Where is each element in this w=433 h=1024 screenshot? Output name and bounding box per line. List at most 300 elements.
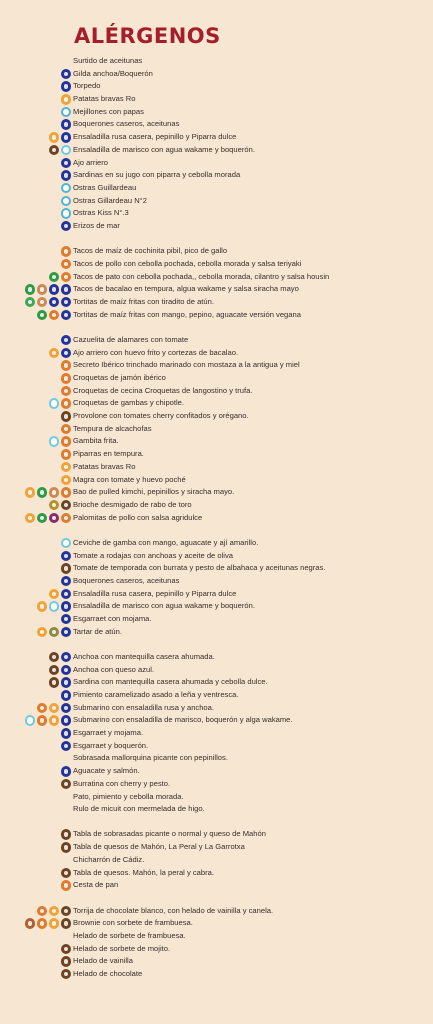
egg-allergen-icon (25, 513, 36, 524)
menu-item (0, 588, 433, 601)
menu-item-label: Gambita frita. (73, 436, 119, 446)
menu-item (0, 562, 433, 575)
menu-item (0, 600, 433, 613)
fish-allergen-icon (61, 132, 72, 143)
allergen-icons (61, 728, 72, 739)
menu-item (0, 955, 433, 968)
allergen-icons (61, 449, 72, 460)
menu-item-label: Tomate a rodajas con anchoas y aceite de oliva (73, 550, 233, 560)
allergen-icons (61, 158, 72, 169)
gluten-allergen-icon (37, 918, 48, 929)
soy-allergen-icon (37, 487, 48, 498)
menu-item-label: Brownie con sorbete de frambuesa. (73, 918, 193, 928)
allergen-icons (61, 246, 72, 257)
allergen-icons (49, 665, 72, 676)
menu-item-label: Tacos de maíz de cochinita pibil, pico de gallo (73, 246, 228, 256)
menu-item-label: Secreto Ibérico trinchado marinado con mostaza a la antigua y miel (73, 360, 300, 370)
allergen-icons (61, 183, 72, 194)
menu-item (0, 702, 433, 715)
milk-allergen-icon (49, 652, 60, 663)
egg-allergen-icon (49, 348, 60, 359)
menu-item-label: Ensaladilla rusa casera, pepinillo y Piparra dulce (73, 132, 237, 142)
milk-allergen-icon (61, 829, 72, 840)
fish-allergen-icon (61, 310, 72, 321)
milk-allergen-icon (49, 145, 60, 156)
menu-item (0, 917, 433, 930)
menu-item-label: Anchoa con queso azul. (73, 664, 155, 674)
menu-item (0, 435, 433, 448)
milk-allergen-icon (61, 411, 72, 422)
menu-item (0, 791, 433, 804)
menu-item (0, 410, 433, 423)
mollusc-allergen-icon (61, 183, 72, 194)
fish-allergen-icon (61, 170, 72, 181)
menu-item (0, 651, 433, 664)
crustacean-allergen-icon (49, 398, 60, 409)
menu-item-label: Anchoa con mantequilla casera ahumada. (73, 651, 215, 661)
menu-item-label: Boquerones caseros, aceitunas (73, 575, 180, 585)
allergen-icons (61, 829, 72, 840)
menu-item (0, 448, 433, 461)
allergen-icons (61, 424, 72, 435)
egg-allergen-icon (61, 94, 72, 105)
milk-allergen-icon (61, 906, 72, 917)
menu-item-label: Esgarraet y mojama. (73, 728, 144, 738)
allergen-icons (61, 842, 72, 853)
menu-item (0, 626, 433, 639)
section-spacer (0, 892, 433, 905)
menu-item (0, 968, 433, 981)
milk-allergen-icon (61, 868, 72, 879)
menu-item-label: Chicharrón de Cádiz. (73, 854, 145, 864)
menu-item-label: Submarino con ensaladilla de marisco, boquerón y alga wakame. (73, 715, 293, 725)
sulphite-allergen-icon (49, 513, 60, 524)
menu-item-label: Magra con tomate y huevo poché (73, 474, 186, 484)
allergen-icons (61, 208, 72, 219)
menu-item (0, 512, 433, 525)
menu-item-label: Tortitas de maíz fritas con tiradito de atún. (73, 296, 214, 306)
menu-item-label: Pimiento caramelizado asado a leña y ventresca. (73, 690, 239, 699)
menu-item (0, 169, 433, 182)
fish-allergen-icon (61, 715, 72, 726)
menu-item (0, 296, 433, 309)
gluten-allergen-icon (37, 906, 48, 917)
allergen-icons (61, 880, 72, 891)
allergen-icons (61, 969, 72, 980)
gluten-allergen-icon (61, 449, 72, 460)
menu-item-label: Ceviche de gamba con mango, aguacate y ají amarillo. (73, 537, 259, 547)
menu-item (0, 372, 433, 385)
fish-allergen-icon (61, 690, 72, 701)
menu-item-label: Bao de pulled kimchi, pepinillos y siracha mayo. (73, 487, 235, 497)
menu-item-label: Ensaladilla de marisco con agua wakame y boquerón. (73, 601, 255, 611)
menu-item (0, 245, 433, 258)
fish-allergen-icon (61, 601, 72, 612)
allergen-icons (61, 462, 72, 473)
menu-item (0, 689, 433, 702)
allergen-icons (61, 373, 72, 384)
nuts-allergen-icon (37, 297, 48, 308)
menu-item (0, 867, 433, 880)
allergen-icons (49, 652, 72, 663)
fish-allergen-icon (49, 284, 60, 295)
menu-item-label: Rulo de micuit con mermelada de higo. (73, 804, 205, 814)
fish-allergen-icon (61, 284, 72, 295)
menu-item (0, 106, 433, 119)
allergen-icons (37, 310, 72, 321)
menu-item-label: Tacos de pato con cebolla pochada,, cebolla morada, cilantro y salsa housin (73, 271, 330, 281)
menu-item (0, 118, 433, 131)
allergen-icons (61, 196, 72, 207)
egg-allergen-icon (37, 627, 48, 638)
soy-allergen-icon (37, 310, 48, 321)
fish-allergen-icon (61, 665, 72, 676)
menu-item-label: Sardinas en su jugo con piparra y cebolla morada (73, 170, 241, 180)
soy-allergen-icon (49, 272, 60, 283)
menu-item-label: Tabla de sobrasadas picante o normal y queso de Mahón (73, 829, 266, 839)
egg-allergen-icon (49, 715, 60, 726)
allergen-icons (25, 513, 72, 524)
menu-item (0, 854, 433, 867)
mollusc-allergen-icon (61, 196, 72, 207)
menu-item-label: Ensaladilla de marisco con agua wakame y boquerón. (73, 144, 255, 154)
gluten-allergen-icon (49, 310, 60, 321)
fish-allergen-icon (61, 297, 72, 308)
fish-allergen-icon (61, 728, 72, 739)
menu-item-label: Helado de chocolate (73, 968, 143, 978)
menu-item-label: Palomitas de pollo con salsa agridulce (73, 512, 203, 522)
soy-allergen-icon (37, 513, 48, 524)
nuts-allergen-icon (37, 284, 48, 295)
gluten-allergen-icon (61, 246, 72, 257)
allergen-icons (61, 766, 72, 777)
menu-item-label: Tomate de temporada con burrata y pesto de albahaca y aceitunas negras. (73, 563, 326, 573)
allergen-icons (25, 487, 72, 498)
menu-item-label: Pato, pimiento y cebolla morada. (73, 791, 184, 801)
nuts-allergen-icon (49, 487, 60, 498)
menu-item-label: Tempura de alcachofas (73, 423, 152, 433)
menu-item (0, 359, 433, 372)
mollusc-allergen-icon (61, 107, 72, 118)
menu-item-label: Patatas bravas Ro (73, 461, 136, 471)
sesame-allergen-icon (49, 500, 60, 511)
allergen-icons (37, 703, 72, 714)
fish-allergen-icon (61, 576, 72, 587)
fish-allergen-icon (61, 158, 72, 169)
gluten-allergen-icon (61, 398, 72, 409)
menu-item (0, 55, 433, 68)
menu-item-label: Provolone con tomates cherry confitados y orégano. (73, 411, 249, 421)
menu-item (0, 879, 433, 892)
fish-allergen-icon (61, 221, 72, 232)
menu-item-label: Helado de sorbete de frambuesa. (73, 930, 186, 940)
crustacean-allergen-icon (49, 601, 60, 612)
menu-item (0, 499, 433, 512)
menu-item-label: Submarino con ensaladilla rusa y anchoa. (73, 702, 214, 712)
menu-item-label: Tacos de pollo con cebolla pochada, cebolla morada y salsa teriyaki (73, 258, 302, 268)
celery-allergen-icon (25, 297, 36, 308)
menu-item-label: Helado de sorbete de mojito. (73, 943, 171, 953)
section-spacer (0, 321, 433, 334)
menu-item-label: Ensaladilla rusa casera, pepinillo y Piparra dulce (73, 588, 237, 598)
allergen-icons (61, 360, 72, 371)
menu-item (0, 613, 433, 626)
allergen-icons (49, 145, 72, 156)
menu-item-label: Tabla de quesos. Mahón, la peral y cabra. (73, 867, 214, 877)
egg-allergen-icon (49, 906, 60, 917)
allergen-icons (61, 868, 72, 879)
gluten-allergen-icon (61, 259, 72, 270)
menu-item-label: Tacos de bacalao en tempura, algua wakame y salsa siracha mayo (73, 284, 299, 294)
menu-item (0, 271, 433, 284)
fish-allergen-icon (61, 119, 72, 130)
menu-item-label: Torrija de chocolate blanco, con helado de vainilla y canela. (73, 905, 274, 915)
menu-item (0, 930, 433, 943)
allergen-icons (61, 259, 72, 270)
menu-item-label: Erizos de mar (73, 220, 120, 230)
allergen-icons (49, 677, 72, 688)
milk-allergen-icon (61, 779, 72, 790)
allergen-icons (61, 411, 72, 422)
egg-allergen-icon (25, 487, 36, 498)
allergen-icons (61, 81, 72, 92)
milk-allergen-icon (49, 677, 60, 688)
fish-allergen-icon (49, 297, 60, 308)
fish-allergen-icon (61, 652, 72, 663)
section-spacer (0, 524, 433, 537)
gluten-allergen-icon (61, 880, 72, 891)
egg-allergen-icon (61, 475, 72, 486)
gluten-allergen-icon (37, 703, 48, 714)
menu-item (0, 828, 433, 841)
allergen-icons (25, 284, 72, 295)
menu-item (0, 461, 433, 474)
menu-item-label: Patatas bravas Ro (73, 94, 136, 104)
milk-allergen-icon (61, 500, 72, 511)
menu-item (0, 486, 433, 499)
menu-item-label: Mejillones con papas (73, 106, 144, 116)
gluten-allergen-icon (37, 715, 48, 726)
fish-allergen-icon (61, 69, 72, 80)
allergen-icons (61, 170, 72, 181)
crustacean-allergen-icon (61, 145, 72, 156)
menu-item (0, 347, 433, 360)
milk-allergen-icon (61, 956, 72, 967)
menu-item-label: Ostras Guillardeau (73, 182, 137, 192)
menu-item-label: Ajo arriero (73, 157, 109, 167)
menu-item-label: Sobrasada mallorquina picante con pepinillos. (73, 753, 228, 763)
menu-item (0, 752, 433, 765)
fish-allergen-icon (61, 766, 72, 777)
allergen-icons (61, 551, 72, 562)
menu-item-label: Gilda anchoa/Boquerón (73, 68, 153, 78)
allergen-icons (61, 107, 72, 118)
allergen-icons (25, 715, 72, 726)
egg-allergen-icon (61, 462, 72, 473)
menu-item-label: Aguacate y salmón. (73, 766, 140, 776)
menu-item-label: Cazuelita de alamares con tomate (73, 334, 189, 344)
mollusc-allergen-icon (61, 208, 72, 219)
fish-allergen-icon (61, 348, 72, 359)
menu-item (0, 207, 433, 220)
menu-item-label: Ajo arriero con huevo frito y cortezas de bacalao. (73, 347, 239, 357)
gluten-allergen-icon (61, 360, 72, 371)
menu-item (0, 385, 433, 398)
milk-allergen-icon (61, 918, 72, 929)
allergen-icons (61, 221, 72, 232)
menu-item (0, 740, 433, 753)
allergen-icons (49, 272, 72, 283)
egg-allergen-icon (49, 703, 60, 714)
gluten-allergen-icon (61, 373, 72, 384)
allergen-icons (49, 132, 72, 143)
page-title: ALÉRGENOS (74, 24, 221, 48)
crustacean-allergen-icon (61, 538, 72, 549)
section-spacer (0, 233, 433, 246)
menu-item-label: Tortitas de maíz fritas con mango, pepino, aguacate versión vegana (73, 309, 301, 319)
menu-item (0, 905, 433, 918)
gluten-allergen-icon (61, 424, 72, 435)
section-spacer (0, 816, 433, 829)
menu-item-label: Brioche desmigado de rabo de toro (73, 499, 192, 509)
allergen-icons (37, 627, 72, 638)
menu-item-label: Piparras en tempura. (73, 449, 144, 459)
gluten-allergen-icon (61, 513, 72, 524)
menu-item (0, 144, 433, 157)
crustacean-allergen-icon (49, 436, 60, 447)
gluten-allergen-icon (61, 272, 72, 283)
allergen-icons (49, 398, 72, 409)
menu-item (0, 765, 433, 778)
menu-item-label: Cesta de pan (73, 880, 119, 890)
menu-item (0, 575, 433, 588)
allergen-icons (49, 500, 72, 511)
menu-item-label: Torpedo (73, 81, 101, 91)
soy-allergen-icon (25, 284, 36, 295)
allergen-icons (61, 335, 72, 346)
fish-allergen-icon (61, 335, 72, 346)
allergen-menu-list (0, 55, 433, 981)
menu-item (0, 423, 433, 436)
allergen-icons (61, 119, 72, 130)
menu-item (0, 131, 433, 144)
allergen-icons (61, 944, 72, 955)
allergen-icons (49, 589, 72, 600)
milk-allergen-icon (49, 665, 60, 676)
milk-allergen-icon (61, 842, 72, 853)
menu-item (0, 841, 433, 854)
fish-allergen-icon (61, 81, 72, 92)
allergen-icons (61, 690, 72, 701)
allergen-icons (49, 348, 72, 359)
milk-allergen-icon (61, 944, 72, 955)
menu-item (0, 474, 433, 487)
menu-item-label: Ostras Gillardeau N°2 (73, 195, 147, 205)
menu-item (0, 157, 433, 170)
menu-item (0, 93, 433, 106)
crustacean-allergen-icon (25, 715, 36, 726)
fish-allergen-icon (61, 703, 72, 714)
menu-item (0, 537, 433, 550)
mustard-allergen-icon (49, 627, 60, 638)
menu-item-label: Croquetas de cecina Croquetas de langostino y trufa. (73, 385, 253, 395)
allergen-icons (61, 956, 72, 967)
allergen-icons (25, 918, 72, 929)
menu-item (0, 68, 433, 81)
allergen-icons (25, 297, 72, 308)
fish-allergen-icon (61, 677, 72, 688)
menu-item-label: Burratina con cherry y pesto. (73, 778, 171, 788)
menu-item-label: Boquerones caseros, aceitunas (73, 119, 180, 129)
menu-item-label: Ostras Kiss N°.3 (73, 208, 129, 218)
egg-allergen-icon (49, 918, 60, 929)
menu-item-label: Esgarraet con mojama. (73, 613, 152, 623)
menu-item (0, 778, 433, 791)
fish-allergen-icon (61, 551, 72, 562)
allergen-icons (61, 779, 72, 790)
milk-allergen-icon (61, 969, 72, 980)
menu-item (0, 309, 433, 322)
peanut-allergen-icon (25, 918, 36, 929)
allergen-icons (37, 906, 72, 917)
fish-allergen-icon (61, 589, 72, 600)
gluten-allergen-icon (61, 436, 72, 447)
allergen-icons (61, 563, 72, 574)
menu-item (0, 397, 433, 410)
allergen-icons (49, 436, 72, 447)
section-spacer (0, 638, 433, 651)
allergen-icons (61, 576, 72, 587)
menu-item (0, 714, 433, 727)
menu-item-label: Tartar de atún. (73, 626, 122, 636)
menu-item-label: Surtido de aceitunas (73, 56, 143, 65)
allergen-icons (61, 94, 72, 105)
allergen-icons (37, 601, 72, 612)
menu-item (0, 195, 433, 208)
allergen-icons (61, 538, 72, 549)
menu-item-label: Croquetas de gambas y chipotle. (73, 398, 185, 408)
fish-allergen-icon (61, 614, 72, 625)
menu-item (0, 803, 433, 816)
menu-item (0, 676, 433, 689)
menu-item (0, 283, 433, 296)
gluten-allergen-icon (61, 386, 72, 397)
menu-item-label: Helado de vainilla (73, 956, 133, 966)
menu-item (0, 943, 433, 956)
menu-item-label: Croquetas de jamón ibérico (73, 373, 166, 382)
allergen-icons (61, 614, 72, 625)
menu-item (0, 727, 433, 740)
menu-item (0, 258, 433, 271)
menu-item (0, 182, 433, 195)
egg-allergen-icon (49, 589, 60, 600)
egg-allergen-icon (37, 601, 48, 612)
fish-allergen-icon (61, 627, 72, 638)
menu-item (0, 664, 433, 677)
allergen-icons (61, 741, 72, 752)
milk-allergen-icon (61, 563, 72, 574)
menu-item (0, 334, 433, 347)
menu-item (0, 220, 433, 233)
allergen-icons (61, 386, 72, 397)
menu-item-label: Tabla de quesos de Mahón, La Peral y La Garrotxa (73, 842, 245, 852)
allergen-icons (61, 69, 72, 80)
menu-item-label: Sardina con mantequilla casera ahumada y cebolla dulce. (73, 677, 268, 687)
menu-item (0, 80, 433, 93)
menu-item-label: Esgarraet y boquerón. (73, 740, 149, 750)
menu-item (0, 550, 433, 563)
fish-allergen-icon (61, 741, 72, 752)
